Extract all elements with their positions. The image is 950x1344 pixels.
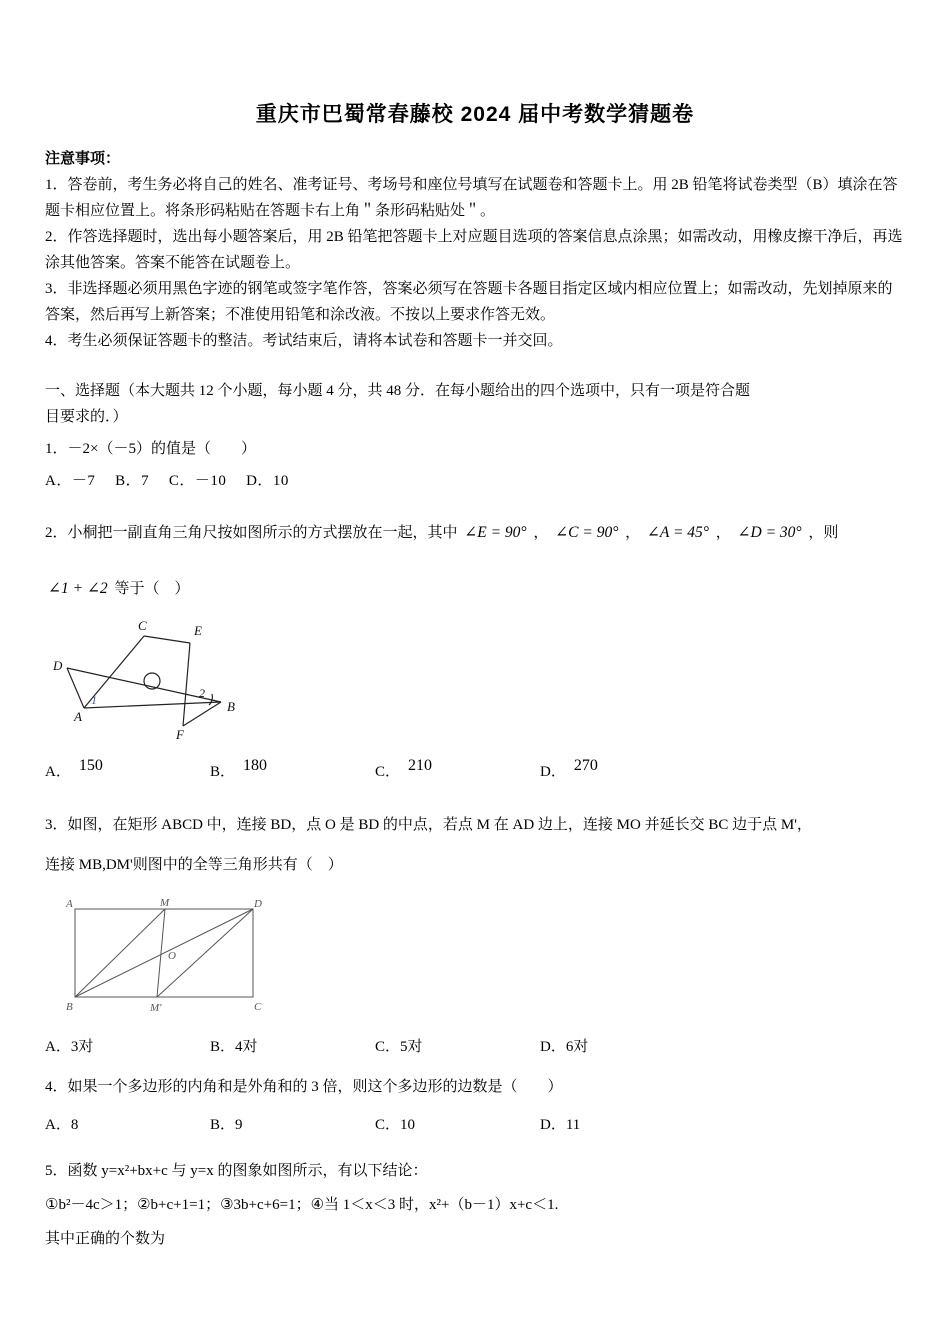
- notice-item-2: 2．作答选择题时，选出每小题答案后，用 2B 铅笔把答题卡上对应题目选项的答案信息点涂黑；如需改动，用橡皮擦干净后，再选涂其他答案。答案不能答在试题卷上。: [45, 229, 903, 271]
- fig2-label-F: F: [176, 727, 184, 742]
- q3-stem-line2: 连接 MB,DM'则图中的全等三角形共有（ ）: [45, 857, 343, 873]
- q5-stem: 5．函数 y=x²+bx+c 与 y=x 的图象如图所示，有以下结论：: [45, 1163, 428, 1179]
- q2-options: [45, 759, 905, 785]
- q3-stem: [45, 805, 905, 885]
- fig2-edge-da: [67, 668, 84, 708]
- q2-option-d-label: D．: [540, 764, 566, 780]
- q2-math-angle-c: ∠C = 90°: [555, 524, 619, 541]
- fig3-label-M: M: [160, 897, 170, 909]
- fig2-label-E: E: [194, 623, 202, 638]
- q4-options: [45, 1112, 905, 1138]
- q2-math-angle-a: ∠A = 45°: [646, 524, 709, 541]
- q5-conclusions: ①b²－4c＞1；②b+c+1=1；③3b+c+6=1；④当 1＜x＜3 时，x²+（b－1）x+c＜1.: [45, 1197, 559, 1213]
- q1-stem: 1．－2×（－5）的值是（ ）: [45, 441, 256, 457]
- fig3-line-mb: [75, 909, 165, 997]
- q2-stem-prefix: 2．小桐把一副直角三角尺按如图所示的方式摆放在一起，其中: [45, 525, 458, 541]
- q2-stem-line2: [45, 576, 905, 602]
- section-heading: 一、选择题（本大题共 12 个小题，每小题 4 分，共 48 分．在每小题给出的四个选项中，只有一项是符合题目要求的．）: [45, 383, 751, 425]
- fig2-label-angle2: 2: [199, 686, 205, 700]
- fig3-label-B: B: [66, 1001, 73, 1013]
- q2-option-d-value: 270: [573, 757, 598, 774]
- q2-math-angle-sum: ∠1 + ∠2: [48, 580, 108, 597]
- q4-option-a: A．8: [45, 1117, 79, 1133]
- fig2-label-A: A: [74, 709, 82, 724]
- q1-options: A．－7 B．7 C．－10 D．10: [45, 473, 289, 489]
- notice-item-1: 1．答卷前，考生务必将自己的姓名、准考证号、考场号和座位号填写在试题卷和答题卡上。用 2B 铅笔将试卷类型（B）填涂在答题卡相应位置上。将条形码粘贴在答题卡右上角＂条形码粘贴处＂。: [45, 177, 898, 219]
- fig3-label-D: D: [254, 898, 262, 910]
- fig3-label-A: A: [66, 898, 73, 910]
- q3-options: [45, 1034, 905, 1060]
- q2-option-a-value: 150: [78, 757, 103, 774]
- q3-option-d: D．6对: [540, 1039, 589, 1055]
- q2-option-d: [540, 759, 705, 785]
- fig2-edge-ce: [144, 636, 190, 643]
- fig2-edge-bf: [183, 702, 221, 726]
- q4-option-d: D．11: [540, 1117, 581, 1133]
- q2-sep-4: ，则: [808, 525, 839, 541]
- q3-option-a: A．3对: [45, 1039, 94, 1055]
- question3-figure: [65, 897, 905, 1022]
- q2-option-b-label: B．: [210, 764, 236, 780]
- q3-option-b: B．4对: [210, 1039, 258, 1055]
- fig2-label-C: C: [138, 618, 147, 633]
- q2-figure-svg: [51, 618, 269, 742]
- q2-sep-3: ，: [715, 525, 731, 541]
- q2-stem-suffix: 等于（ ）: [114, 581, 190, 597]
- q3-figure-svg: [65, 897, 265, 1017]
- fig2-label-angle1: 1: [91, 693, 97, 707]
- fig3-label-O: O: [168, 950, 176, 962]
- q2-option-a: [45, 759, 210, 785]
- question2-figure: [51, 618, 905, 747]
- q2-math-angle-d: ∠D = 30°: [737, 524, 802, 541]
- fig2-edge-ab: [84, 702, 221, 708]
- fig2-edge-ef: [183, 643, 190, 726]
- fig3-label-C: C: [254, 1001, 262, 1013]
- question-5: [45, 1154, 905, 1256]
- q2-option-b-value: 180: [243, 757, 268, 774]
- q2-option-b: [210, 759, 375, 785]
- q3-stem-line1: 3．如图，在矩形 ABCD 中，连接 BD，点 O 是 BD 的中点，若点 M 在 AD 边上，连接 MO 并延长交 BC 边于点 M'，: [45, 817, 812, 833]
- q2-option-a-label: A．: [45, 764, 71, 780]
- q5-question-line: 其中正确的个数为: [45, 1231, 166, 1247]
- notice-heading: 注意事项：: [45, 151, 121, 167]
- q2-math-angle-e: ∠E = 90°: [464, 524, 527, 541]
- notice-item-3: 3．非选择题必须用黑色字迹的钢笔或签字笔作答，答案必须写在答题卡各题目指定区域内相应位置上；如需改动，先划掉原来的答案，然后再写上新答案；不准使用铅笔和涂改液。不按以上要求作答无效。: [45, 281, 893, 323]
- q4-option-c: C．10: [375, 1117, 416, 1133]
- fig3-label-Mprime: M': [150, 1002, 162, 1014]
- q2-option-c-label: C．: [375, 764, 401, 780]
- q2-sep-2: ，: [625, 525, 641, 541]
- exam-title: 重庆市巴蜀常春藤校 2024 届中考数学猜题卷: [255, 103, 695, 126]
- q4-option-b: B．9: [210, 1117, 243, 1133]
- q4-stem: 4．如果一个多边形的内角和是外角和的 3 倍，则这个多边形的边数是（ ）: [45, 1079, 563, 1095]
- q2-option-c-value: 210: [408, 757, 433, 774]
- fig2-label-B: B: [227, 699, 235, 714]
- q3-option-c: C．5对: [375, 1039, 423, 1055]
- notice-item-4: 4．考生必须保证答题卡的整洁。考试结束后，请将本试卷和答题卡一并交回。: [45, 333, 563, 349]
- q2-sep-1: ，: [533, 525, 549, 541]
- q2-stem-line1: [45, 516, 905, 550]
- fig2-label-D: D: [53, 658, 63, 673]
- q2-option-c: [375, 759, 540, 785]
